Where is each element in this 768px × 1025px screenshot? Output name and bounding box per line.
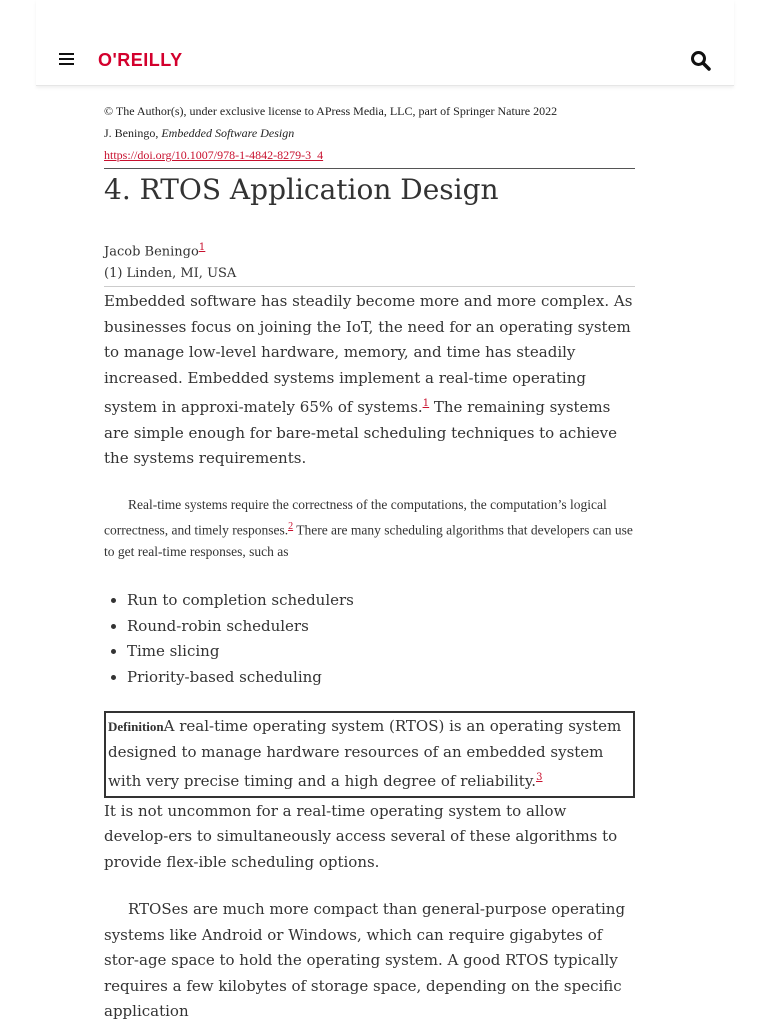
affiliation-divider <box>104 286 635 287</box>
list-item: • Round-robin schedulers <box>127 614 635 640</box>
citation-book-title: Embedded Software Design <box>161 126 295 140</box>
author-name-text: Jacob Beningo <box>104 244 199 260</box>
scheduling-list <box>104 588 635 690</box>
citation-line <box>104 122 635 144</box>
paragraph-4: RTOSes are much more compact than general-purpose operating systems like Android or Windows, which can require gigabytes of stor-age space to hold the operating system. A good RTOS typically requires a few kilobytes of storage space, depending on the specific application <box>104 900 626 1021</box>
author-affiliation: (1) Linden, MI, USA <box>104 266 237 282</box>
footnote-2-link[interactable]: 2 <box>288 520 294 532</box>
title-divider <box>104 168 635 169</box>
definition-text: A real-time operating system (RTOS) is an operating system designed to manage hardware resources of an embedded system with very precise timing and a high degree of reliability. <box>108 717 622 791</box>
author-name <box>104 237 635 263</box>
paragraph-1 <box>104 289 635 472</box>
paragraph-1-text-b: The remaining systems are simple enough for bare-metal scheduling techniques to achieve the systems requirements. <box>104 398 618 468</box>
definition-label: Definition <box>108 719 164 735</box>
top-header <box>36 0 734 86</box>
paragraph-2-text-b: There are many scheduling algorithms that developers can use to get real-time responses, such as <box>104 522 633 560</box>
list-item: • Run to completion schedulers <box>127 588 635 614</box>
chapter-content <box>104 100 635 1025</box>
footnote-1-link[interactable]: 1 <box>422 398 430 410</box>
oreilly-logo[interactable]: O'REILLY <box>98 50 183 70</box>
footnote-3-link[interactable]: 3 <box>536 772 543 784</box>
chapter-title: 4. RTOS Application Design <box>104 173 499 206</box>
doi-link[interactable]: https://doi.org/10.1007/978-1-4842-8279-3_4 <box>104 148 324 162</box>
paragraph-1-text-a: Embedded software has steadily become more and more complex. As businesses focus on joining the IoT, the need for an operating system to manage low-level hardware, memory, and time has steadily increased. Embedded systems implement a real-time operating system in approxi-mately 65% of systems. <box>104 292 633 417</box>
definition-box <box>104 711 635 798</box>
author-block <box>104 237 635 285</box>
hamburger-menu-icon[interactable] <box>59 53 75 66</box>
paragraph-3: It is not uncommon for a real-time operating system to allow develop-ers to simultaneously access several of these algorithms to provide flex-ible scheduling options. <box>104 801 618 871</box>
paragraph-2-text-a: Real-time systems require the correctness of the computations, the computation’s logical correctness, and timely responses. <box>104 496 607 538</box>
list-item: • Priority-based scheduling <box>127 665 635 691</box>
author-footnote-link[interactable]: 1 <box>198 242 206 253</box>
citation-author: J. Beningo, <box>104 126 162 140</box>
search-icon[interactable] <box>690 50 712 72</box>
paragraph-2 <box>104 494 635 564</box>
list-item: • Time slicing <box>127 639 635 665</box>
copyright-line: © The Author(s), under exclusive license to APress Media, LLC, part of Springer Nature 2022 <box>104 104 558 118</box>
